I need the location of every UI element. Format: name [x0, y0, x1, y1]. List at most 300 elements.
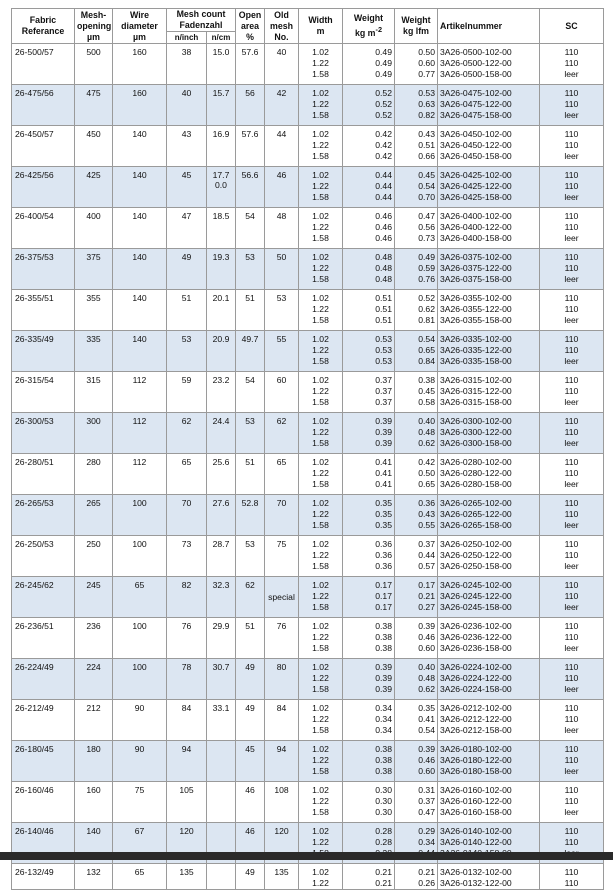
width-value: 1.22 — [312, 467, 329, 478]
weight-lfm-value: 0.43 — [418, 129, 435, 139]
weight-lfm-value: 0.65 — [418, 344, 435, 355]
wire-diameter: 100 — [113, 659, 167, 700]
fabric-reference: 26-335/49 — [12, 331, 75, 372]
article-number-value: 3A26-0280-122-00 — [440, 467, 512, 478]
sc-code-value: leer — [564, 683, 579, 694]
width-value: 1.22 — [312, 631, 329, 642]
width-value: 1.58 — [312, 642, 329, 653]
mesh-count-inch: 65 — [167, 454, 207, 495]
old-mesh: 76 — [265, 618, 299, 659]
sc-code-value: 110 — [564, 344, 579, 355]
mesh-count-cm-value: 32.3 — [212, 580, 230, 590]
fabric-reference: 26-355/51 — [12, 290, 75, 331]
sc-code — [540, 700, 604, 741]
mesh-opening: 212 — [75, 700, 113, 741]
width-value: 1.22 — [312, 672, 329, 683]
mesh-count-inch: 94 — [167, 741, 207, 782]
weight-lfm-value: 0.55 — [418, 519, 435, 530]
fabric-reference: 26-315/54 — [12, 372, 75, 413]
width — [299, 618, 343, 659]
article-number-value: 3A26-0315-158-00 — [440, 396, 512, 407]
wire-diameter: 160 — [113, 85, 167, 126]
weight-lfm-value: 0.27 — [418, 601, 435, 612]
old-mesh: 53 — [265, 290, 299, 331]
old-mesh: 84 — [265, 700, 299, 741]
sc-code-value: 110 — [564, 672, 579, 683]
mesh-count-cm-value-2: 0.0 — [215, 180, 227, 190]
mesh-count-cm-value: 24.4 — [212, 416, 230, 426]
sc-code-value: 110 — [564, 98, 579, 109]
article-number-value: 3A26-0245-158-00 — [440, 601, 512, 612]
table-row — [12, 249, 604, 290]
weight-lfm-value: 0.48 — [418, 672, 435, 683]
article-number — [438, 454, 540, 495]
table-row — [12, 618, 604, 659]
header-old-mesh: Old mesh No. — [265, 9, 299, 44]
table-row — [12, 577, 604, 618]
article-number-value: 3A26-0355-122-00 — [440, 303, 512, 314]
article-number — [438, 577, 540, 618]
mesh-count-cm — [207, 331, 236, 372]
article-number — [438, 864, 540, 890]
weight-lfm — [395, 741, 438, 782]
width-value: 1.22 — [312, 836, 329, 847]
width-value: 1.02 — [312, 539, 329, 549]
table-row — [12, 495, 604, 536]
mesh-count-cm-value: 27.6 — [212, 498, 230, 508]
sc-code-value: 110 — [564, 549, 579, 560]
mesh-opening: 400 — [75, 208, 113, 249]
sc-code-value: 110 — [564, 416, 579, 426]
weight-kg-m2 — [343, 372, 395, 413]
width-value: 1.22 — [312, 344, 329, 355]
article-number-value: 3A26-0355-158-00 — [440, 314, 512, 325]
mesh-count-cm — [207, 618, 236, 659]
header-width: Width m — [299, 9, 343, 44]
weight-lfm-value: 0.36 — [418, 498, 435, 508]
wire-diameter: 140 — [113, 126, 167, 167]
sc-code — [540, 331, 604, 372]
article-number-value: 3A26-0280-102-00 — [440, 457, 512, 467]
weight-kg-m2-value: 0.46 — [375, 211, 392, 221]
sc-code-value: leer — [564, 314, 579, 325]
weight-lfm — [395, 618, 438, 659]
width-value: 1.22 — [312, 877, 329, 888]
sc-code-value: 110 — [564, 580, 579, 590]
width — [299, 331, 343, 372]
mesh-count-inch: 78 — [167, 659, 207, 700]
article-number-value: 3A26-0245-102-00 — [440, 580, 512, 590]
wire-diameter: 67 — [113, 823, 167, 864]
fabric-reference: 26-212/49 — [12, 700, 75, 741]
article-number-value: 3A26-0224-158-00 — [440, 683, 512, 694]
sc-code-value: 110 — [564, 877, 579, 888]
header-article-number: Artikelnummer — [438, 9, 540, 44]
width-value: 1.58 — [312, 806, 329, 817]
width-value: 1.22 — [312, 754, 329, 765]
sc-code-value: 110 — [564, 590, 579, 601]
weight-lfm — [395, 782, 438, 823]
article-number-value: 3A26-0475-158-00 — [440, 109, 512, 120]
old-mesh: 62 — [265, 413, 299, 454]
weight-kg-m2-value: 0.49 — [375, 47, 392, 57]
sc-code-value: 110 — [564, 385, 579, 396]
article-number-value: 3A26-0180-158-00 — [440, 765, 512, 776]
sc-code-value: 110 — [564, 703, 579, 713]
article-number-value: 3A26-0280-158-00 — [440, 478, 512, 489]
sc-code-value: leer — [564, 437, 579, 448]
mesh-opening: 224 — [75, 659, 113, 700]
mesh-count-cm — [207, 782, 236, 823]
weight-kg-m2-value: 0.21 — [375, 867, 392, 877]
article-number-value: 3A26-0500-102-00 — [440, 47, 512, 57]
mesh-count-inch: 70 — [167, 495, 207, 536]
width-value: 1.02 — [312, 47, 329, 57]
open-area: 49 — [236, 864, 265, 890]
article-number-value: 3A26-0160-102-00 — [440, 785, 512, 795]
fabric-reference: 26-224/49 — [12, 659, 75, 700]
sc-code-value: leer — [564, 806, 579, 817]
open-area: 62 — [236, 577, 265, 618]
sc-code — [540, 495, 604, 536]
article-number-value: 3A26-0265-158-00 — [440, 519, 512, 530]
article-number — [438, 741, 540, 782]
table-row — [12, 659, 604, 700]
sc-code — [540, 577, 604, 618]
mesh-count-cm — [207, 249, 236, 290]
old-mesh: 46 — [265, 167, 299, 208]
weight-lfm — [395, 331, 438, 372]
weight-lfm-value: 0.66 — [418, 150, 435, 161]
weight-kg-m2-value: 0.41 — [375, 467, 392, 478]
mesh-count-cm — [207, 413, 236, 454]
table-row — [12, 44, 604, 85]
weight-kg-m2-value: 0.39 — [375, 426, 392, 437]
sc-code-value: leer — [564, 150, 579, 161]
article-number-value: 3A26-0315-102-00 — [440, 375, 512, 385]
weight-kg-m2-value: 0.39 — [375, 683, 392, 694]
width — [299, 208, 343, 249]
sc-code-value: leer — [564, 355, 579, 366]
weight-lfm — [395, 495, 438, 536]
width-value: 1.02 — [312, 662, 329, 672]
article-number-value: 3A26-0132-102-00 — [440, 867, 512, 877]
sc-code — [540, 413, 604, 454]
sc-code-value: 110 — [564, 88, 579, 98]
open-area: 53 — [236, 249, 265, 290]
article-number-value: 3A26-0250-102-00 — [440, 539, 512, 549]
article-number-value: 3A26-0450-158-00 — [440, 150, 512, 161]
mesh-opening: 475 — [75, 85, 113, 126]
weight-kg-m2-value: 0.34 — [375, 724, 392, 735]
table-body — [12, 44, 604, 890]
article-number-value: 3A26-0475-102-00 — [440, 88, 512, 98]
fabric-reference: 26-132/49 — [12, 864, 75, 890]
old-mesh: 44 — [265, 126, 299, 167]
weight-kg-m2-value: 0.39 — [375, 672, 392, 683]
weight-lfm-value: 0.84 — [418, 355, 435, 366]
width-value: 1.22 — [312, 426, 329, 437]
weight-lfm-value: 0.62 — [418, 683, 435, 694]
mesh-count-cm — [207, 126, 236, 167]
width-value: 1.02 — [312, 129, 329, 139]
mesh-count-cm-value: 30.7 — [212, 662, 230, 672]
weight-lfm-value: 0.47 — [418, 211, 435, 221]
mesh-count-cm — [207, 44, 236, 85]
table-row — [12, 167, 604, 208]
table-row — [12, 700, 604, 741]
width-value: 1.22 — [312, 590, 329, 601]
weight-lfm — [395, 85, 438, 126]
weight-kg-m2 — [343, 495, 395, 536]
width-value: 1.58 — [312, 109, 329, 120]
weight-kg-m2-value: 0.39 — [375, 416, 392, 426]
weight-kg-m2-value: 0.52 — [375, 88, 392, 98]
weight-lfm-value: 0.49 — [418, 252, 435, 262]
open-area: 49 — [236, 659, 265, 700]
weight-kg-m2-value: 0.35 — [375, 498, 392, 508]
weight-lfm-value: 0.76 — [418, 273, 435, 284]
width-value: 1.58 — [312, 601, 329, 612]
width — [299, 372, 343, 413]
weight-lfm-value: 0.40 — [418, 662, 435, 672]
weight-kg-m2 — [343, 85, 395, 126]
weight-lfm-value: 0.53 — [418, 88, 435, 98]
old-mesh: 70 — [265, 495, 299, 536]
width-value: 1.58 — [312, 273, 329, 284]
sc-code — [540, 454, 604, 495]
sc-code-value: 110 — [564, 662, 579, 672]
wire-diameter: 65 — [113, 864, 167, 890]
sc-code-value: 110 — [564, 467, 579, 478]
open-area: 49 — [236, 700, 265, 741]
weight-lfm-value: 0.45 — [418, 385, 435, 396]
article-number-value: 3A26-0500-158-00 — [440, 68, 512, 79]
weight-lfm-value: 0.73 — [418, 232, 435, 243]
width — [299, 249, 343, 290]
header-weight-lfm: Weight kg lfm — [395, 9, 438, 44]
old-mesh: 135 — [265, 864, 299, 890]
sc-code-value: 110 — [564, 57, 579, 68]
width — [299, 44, 343, 85]
weight-lfm-value: 0.37 — [418, 539, 435, 549]
weight-kg-m2-value: 0.53 — [375, 355, 392, 366]
mesh-count-cm-value: 15.7 — [212, 88, 230, 98]
weight-kg-m2-value: 0.42 — [375, 150, 392, 161]
article-number-value: 3A26-0400-102-00 — [440, 211, 512, 221]
width-value: 1.22 — [312, 508, 329, 519]
width — [299, 782, 343, 823]
article-number-value: 3A26-0500-122-00 — [440, 57, 512, 68]
sc-code — [540, 126, 604, 167]
article-number — [438, 126, 540, 167]
weight-lfm-value: 0.54 — [418, 334, 435, 344]
weight-lfm-value: 0.39 — [418, 621, 435, 631]
sc-code-value: leer — [564, 396, 579, 407]
article-number-value: 3A26-0375-158-00 — [440, 273, 512, 284]
weight-lfm-value: 0.82 — [418, 109, 435, 120]
mesh-opening: 245 — [75, 577, 113, 618]
wire-diameter: 100 — [113, 536, 167, 577]
mesh-count-cm — [207, 700, 236, 741]
mesh-count-inch: 53 — [167, 331, 207, 372]
weight-lfm-value: 0.58 — [418, 396, 435, 407]
weight-kg-m2-value: 0.46 — [375, 232, 392, 243]
width-value: 1.58 — [312, 519, 329, 530]
sc-code-value: leer — [564, 109, 579, 120]
weight-kg-m2-value: 0.39 — [375, 662, 392, 672]
old-mesh: special — [265, 577, 299, 618]
wire-diameter: 140 — [113, 331, 167, 372]
article-number-value: 3A26-0355-102-00 — [440, 293, 512, 303]
width-value: 1.58 — [312, 191, 329, 202]
weight-lfm-value: 0.40 — [418, 416, 435, 426]
sc-code-value: 110 — [564, 303, 579, 314]
weight-kg-m2-value: 0.36 — [375, 549, 392, 560]
weight-kg-m2 — [343, 290, 395, 331]
weight-lfm-value: 0.34 — [418, 836, 435, 847]
width — [299, 454, 343, 495]
article-number — [438, 167, 540, 208]
weight-lfm-value: 0.31 — [418, 785, 435, 795]
header-fabric: Fabric Referance — [12, 9, 75, 44]
width — [299, 290, 343, 331]
wire-diameter: 112 — [113, 413, 167, 454]
width — [299, 577, 343, 618]
fabric-reference: 26-500/57 — [12, 44, 75, 85]
sc-code — [540, 741, 604, 782]
wire-diameter: 100 — [113, 618, 167, 659]
mesh-count-inch: 51 — [167, 290, 207, 331]
mesh-opening: 300 — [75, 413, 113, 454]
width-value: 1.22 — [312, 57, 329, 68]
width — [299, 536, 343, 577]
wire-diameter: 90 — [113, 741, 167, 782]
article-number-value: 3A26-0212-158-00 — [440, 724, 512, 735]
weight-kg-m2-value: 0.30 — [375, 785, 392, 795]
width-value: 1.02 — [312, 416, 329, 426]
sc-code — [540, 290, 604, 331]
fabric-reference: 26-400/54 — [12, 208, 75, 249]
sc-code-value: 110 — [564, 539, 579, 549]
mesh-count-cm — [207, 85, 236, 126]
old-mesh: 50 — [265, 249, 299, 290]
weight-lfm — [395, 413, 438, 454]
old-mesh: 40 — [265, 44, 299, 85]
open-area: 52.8 — [236, 495, 265, 536]
weight-kg-m2-value: 0.51 — [375, 303, 392, 314]
weight-lfm-value: 0.46 — [418, 754, 435, 765]
width — [299, 700, 343, 741]
mesh-count-cm — [207, 167, 236, 208]
sc-code — [540, 659, 604, 700]
weight-kg-m2-value: 0.35 — [375, 519, 392, 530]
width-value: 1.58 — [312, 314, 329, 325]
weight-kg-m2 — [343, 249, 395, 290]
weight-lfm — [395, 700, 438, 741]
width-value: 1.22 — [312, 98, 329, 109]
mesh-opening: 335 — [75, 331, 113, 372]
width-value: 1.58 — [312, 478, 329, 489]
sc-code-value: 110 — [564, 129, 579, 139]
width-value: 1.58 — [312, 68, 329, 79]
sc-code-value: 110 — [564, 826, 579, 836]
fabric-reference: 26-300/53 — [12, 413, 75, 454]
sc-code-value: leer — [564, 68, 579, 79]
weight-kg-m2-value: 0.38 — [375, 765, 392, 776]
weight-kg-m2 — [343, 782, 395, 823]
weight-lfm-value: 0.77 — [418, 68, 435, 79]
weight-kg-m2 — [343, 44, 395, 85]
width-value: 1.22 — [312, 262, 329, 273]
width — [299, 495, 343, 536]
old-mesh: 80 — [265, 659, 299, 700]
weight-lfm-value: 0.50 — [418, 467, 435, 478]
weight-kg-m2-value: 0.48 — [375, 273, 392, 284]
article-number — [438, 413, 540, 454]
sc-code-value: leer — [564, 478, 579, 489]
mesh-opening: 375 — [75, 249, 113, 290]
width-value: 1.02 — [312, 334, 329, 344]
mesh-opening: 315 — [75, 372, 113, 413]
wire-diameter: 112 — [113, 454, 167, 495]
weight-kg-m2-value: 0.48 — [375, 262, 392, 273]
sc-code — [540, 618, 604, 659]
sc-code-value: 110 — [564, 457, 579, 467]
weight-kg-m2-value: 0.35 — [375, 508, 392, 519]
mesh-opening: 250 — [75, 536, 113, 577]
weight-lfm-value: 0.50 — [418, 47, 435, 57]
width-value: 1.58 — [312, 150, 329, 161]
open-area: 49.7 — [236, 331, 265, 372]
weight-kg-m2-value: 0.28 — [375, 836, 392, 847]
mesh-count-cm — [207, 536, 236, 577]
article-number-value: 3A26-0450-122-00 — [440, 139, 512, 150]
header-wire-diameter: Wire diameter µm — [113, 9, 167, 44]
article-number-value: 3A26-0224-122-00 — [440, 672, 512, 683]
mesh-count-inch: 38 — [167, 44, 207, 85]
article-number-value: 3A26-0450-102-00 — [440, 129, 512, 139]
mesh-count-cm-value: 25.6 — [212, 457, 230, 467]
width-value: 1.22 — [312, 139, 329, 150]
sc-code-value: 110 — [564, 508, 579, 519]
weight-lfm — [395, 167, 438, 208]
weight-lfm-value: 0.39 — [418, 744, 435, 754]
sc-code — [540, 536, 604, 577]
width-value: 1.02 — [312, 580, 329, 590]
weight-lfm — [395, 249, 438, 290]
weight-kg-m2 — [343, 700, 395, 741]
weight-kg-m2-value: 0.28 — [375, 826, 392, 836]
table-header — [12, 9, 604, 44]
open-area: 54 — [236, 208, 265, 249]
mesh-opening: 180 — [75, 741, 113, 782]
weight-kg-m2-value: 0.46 — [375, 221, 392, 232]
mesh-count-inch: 82 — [167, 577, 207, 618]
mesh-count-cm — [207, 495, 236, 536]
fabric-spec-table — [11, 8, 604, 890]
mesh-count-inch: 135 — [167, 864, 207, 890]
weight-lfm-value: 0.21 — [418, 590, 435, 601]
article-number-value: 3A26-0335-102-00 — [440, 334, 512, 344]
mesh-count-cm-value: 18.5 — [212, 211, 230, 221]
mesh-count-cm-value: 20.9 — [212, 334, 230, 344]
weight-lfm-value: 0.21 — [418, 867, 435, 877]
fabric-reference: 26-236/51 — [12, 618, 75, 659]
weight-lfm — [395, 126, 438, 167]
mesh-count-inch: 62 — [167, 413, 207, 454]
weight-lfm-value: 0.56 — [418, 221, 435, 232]
